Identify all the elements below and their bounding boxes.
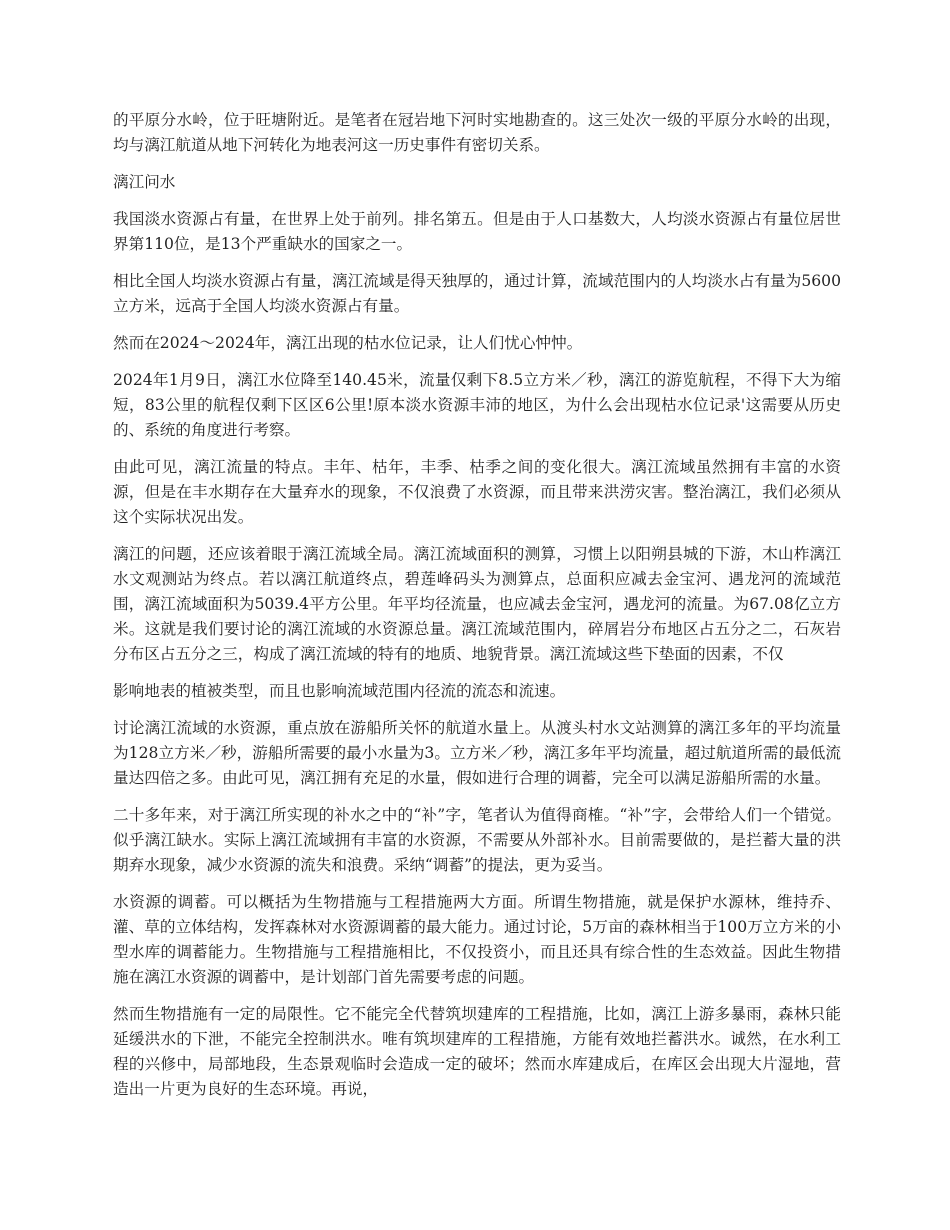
paragraph-lijiang-per-capita: 相比全国人均淡水资源占有量，漓江流域是得天独厚的，通过计算，流域范围内的人均淡水占有量为5600立方米，远高于全国人均淡水资源占有量。 bbox=[113, 272, 841, 315]
paragraph-surface-vegetation: 影响地表的植被类型，而且也影响流域范围内径流的流态和流速。 bbox=[113, 682, 566, 700]
paragraph-water-level-data: 2024年1月9日，漓江水位降至140.45米，流量仅剩下8.5立方米／秒，漓江的游览航程，不得下大为缩短，83公里的航程仅剩下区区6公里!原本淡水资源丰沛的地区，为什么会出现枯水位记录'这需要从历史的、系统的角度进行考察。 bbox=[113, 371, 841, 439]
document-body bbox=[113, 108, 841, 1114]
paragraph-regulation-measures: 水资源的调蓄。可以概括为生物措施与工程措施两大方面。所谓生物措施，就是保护水源林，维持乔、灌、草的立体结构，发挥森林对水资源调蓄的最大能力。通过讨论，5万亩的森林相当于100万立方米的小型水库的调蓄能力。生物措施与工程措施相比，不仅投资小，而且还具有综合性的生态效益。因此生物措施在漓江水资源的调蓄中，是计划部门首先需要考虑的问题。 bbox=[113, 893, 841, 986]
paragraph-biological-limits: 然而生物措施有一定的局限性。它不能完全代替筑坝建库的工程措施，比如，漓江上游多暴雨，森林只能延缓洪水的下泄，不能完全控制洪水。唯有筑坝建库的工程措施，方能有效地拦蓄洪水。诚然，在水利工程的兴修中，局部地段，生态景观临时会造成一定的破坏；然而水库建成后，在库区会出现大片湿地，营造出一片更为良好的生态环境。再说， bbox=[113, 1005, 841, 1098]
paragraph-low-water-record: 然而在2024～2024年，漓江出现的枯水位记录，让人们忧心忡忡。 bbox=[113, 334, 583, 352]
section-heading-lijiang-water: 漓江问水 bbox=[113, 173, 176, 191]
paragraph-national-freshwater: 我国淡水资源占有量，在世界上处于前列。排名第五。但是由于人口基数大，人均淡水资源占有量位居世界第110位，是13个严重缺水的国家之一。 bbox=[113, 210, 841, 253]
paragraph-basin-overview: 漓江的问题，还应该着眼于漓江流域全局。漓江流域面积的测算，习惯上以阳朔县城的下游，木山柞漓江水文观测站为终点。若以漓江航道终点，碧莲峰码头为测算点，总面积应减去金宝河、遇龙河的流域范围，漓江流域面积为5039.4平方公里。年平均径流量，也应减去金宝河，遇龙河的流量。为67.08亿立方米。这就是我们要讨论的漓江流域的水资源总量。漓江流域范围内，碎屑岩分布地区占五分之二，石灰岩分布区占五分之三，构成了漓江流域的特有的地质、地貌背景。漓江流域这些下垫面的因素，不仅 bbox=[113, 545, 841, 663]
paragraph-navigation-flow: 讨论漓江流域的水资源，重点放在游船所关怀的航道水量上。从渡头村水文站测算的漓江多年的平均流量为128立方米／秒，游船所需要的最小水量为3。立方米／秒，漓江多年平均流量，超过航道所需的最低流量达四倍之多。由此可见，漓江拥有充足的水量，假如进行合理的调蓄，完全可以满足游船所需的水量。 bbox=[113, 719, 841, 787]
paragraph-watershed-intro: 的平原分水岭，位于旺塘附近。是笔者在冠岩地下河时实地勘查的。这三处次一级的平原分水岭的出现，均与漓江航道从地下河转化为地表河这一历史事件有密切关系。 bbox=[113, 111, 841, 154]
paragraph-supplement-discussion: 二十多年来，对于漓江所实现的补水之中的“补”字，笔者认为值得商榷。“补”字，会带给人们一个错觉。似乎漓江缺水。实际上漓江流域拥有丰富的水资源，不需要从外部补水。目前需要做的，是拦蓄大量的洪期弃水现象，减少水资源的流失和浪费。采纳“调蓄”的提法，更为妥当。 bbox=[113, 806, 841, 874]
paragraph-flow-characteristics: 由此可见，漓江流量的特点。丰年、枯年，丰季、枯季之间的变化很大。漓江流域虽然拥有丰富的水资源，但是在丰水期存在大量弃水的现象，不仅浪费了水资源，而且带来洪涝灾害。整治漓江，我们必须从这个实际状况出发。 bbox=[113, 458, 841, 526]
